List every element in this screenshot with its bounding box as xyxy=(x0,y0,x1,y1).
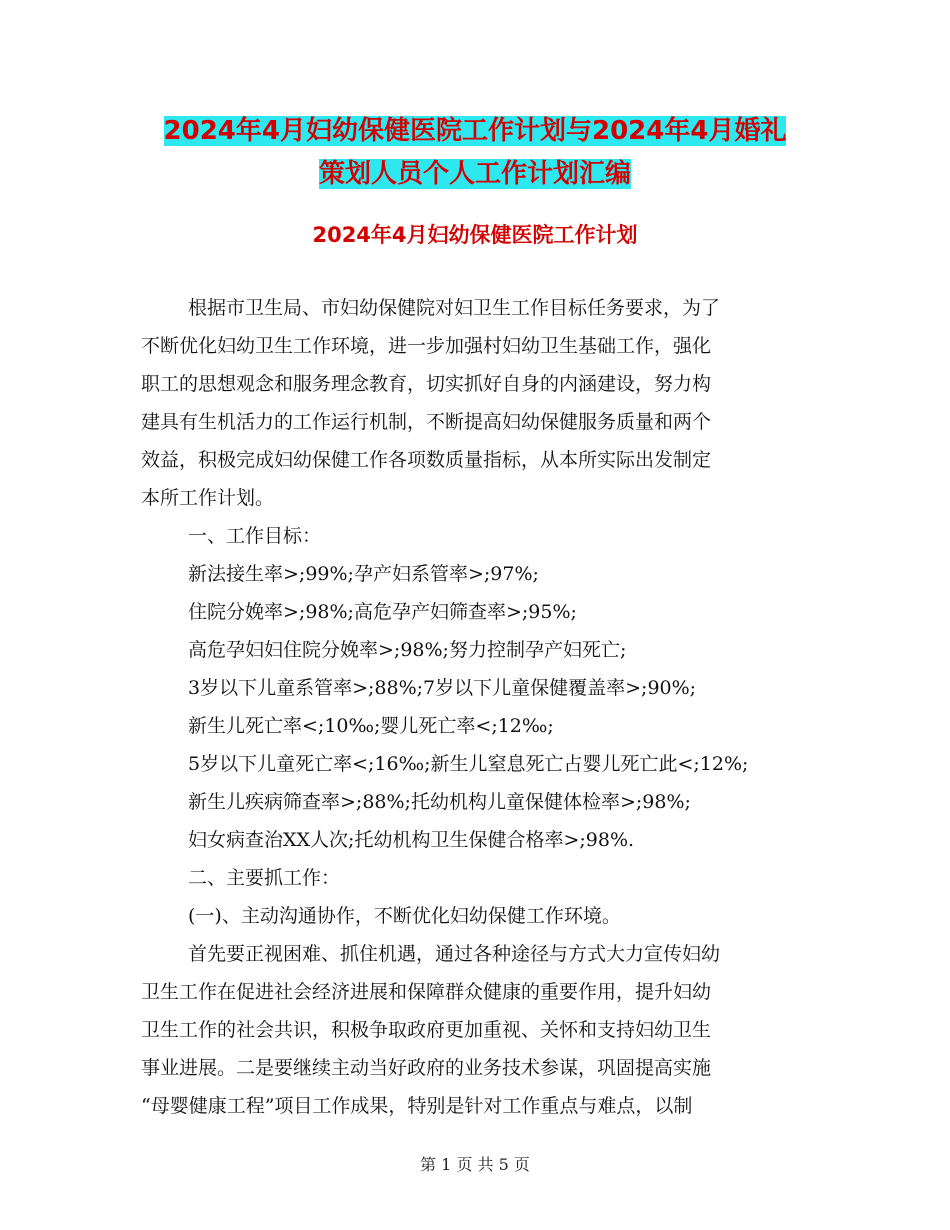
paragraph-line: “母婴健康工程”项目工作成果，特别是针对工作重点与难点，以制 xyxy=(141,1095,693,1117)
title-highlight: 2024年4月妇幼保健医院工作计划与2024年4月婚礼 xyxy=(163,116,787,146)
list-item: 新生儿疾病筛查率>;88%;托幼机构儿童保健体检率>;98%; xyxy=(188,791,691,813)
document-title-line-1 xyxy=(0,113,950,149)
paragraph-line: 本所工作计划。 xyxy=(141,487,275,509)
paragraph-line: 卫生工作在促进社会经济进展和保障群众健康的重要作用，提升妇幼 xyxy=(141,981,712,1003)
document-title-line-2 xyxy=(0,156,950,192)
paragraph-line: 效益，积极完成妇幼保健工作各项数质量指标，从本所实际出发制定 xyxy=(141,449,712,471)
list-item: 5岁以下儿童死亡率<;16‰;新生儿窒息死亡占婴儿死亡此<;12%; xyxy=(188,753,749,775)
paragraph-line: 事业进展。二是要继续主动当好政府的业务技术参谋，巩固提高实施 xyxy=(141,1057,712,1079)
paragraph-line: 卫生工作的社会共识，积极争取政府更加重视、关怀和支持妇幼卫生 xyxy=(141,1019,712,1041)
list-item: 3岁以下儿童系管率>;88%;7岁以下儿童保健覆盖率>;90%; xyxy=(188,677,697,699)
paragraph-line: 根据市卫生局、市妇幼保健院对妇卫生工作目标任务要求，为了 xyxy=(188,297,721,319)
list-item: 妇女病查治XX人次;托幼机构卫生保健合格率>;98%. xyxy=(188,829,635,851)
list-item: 高危孕妇妇住院分娩率>;98%;努力控制孕产妇死亡; xyxy=(188,639,627,661)
paragraph-line: 首先要正视困难、抓住机遇，通过各种途径与方式大力宣传妇幼 xyxy=(188,943,721,965)
page-footer: 第 1 页 共 5 页 xyxy=(420,1155,530,1174)
paragraph-line: 建具有生机活力的工作运行机制，不断提高妇幼保健服务质量和两个 xyxy=(141,411,712,433)
paragraph-line: 职工的思想观念和服务理念教育，切实抓好自身的内涵建设，努力构 xyxy=(141,373,712,395)
heading-line: 一、工作目标： xyxy=(188,525,322,547)
title-highlight: 策划人员个人工作计划汇编 xyxy=(318,159,631,189)
heading-line: 二、主要抓工作： xyxy=(188,867,341,889)
heading-line: (一)、主动沟通协作，不断优化妇幼保健工作环境。 xyxy=(188,905,621,927)
list-item: 新生儿死亡率<;10‰;婴儿死亡率<;12‰; xyxy=(188,715,554,737)
section-title: 2024年4月妇幼保健医院工作计划 xyxy=(312,223,638,247)
list-item: 新法接生率>;99%;孕产妇系管率>;97%; xyxy=(188,563,539,585)
paragraph-line: 不断优化妇幼卫生工作环境，进一步加强村妇幼卫生基础工作，强化 xyxy=(141,335,712,357)
list-item: 住院分娩率>;98%;高危孕产妇筛查率>;95%; xyxy=(188,601,577,623)
